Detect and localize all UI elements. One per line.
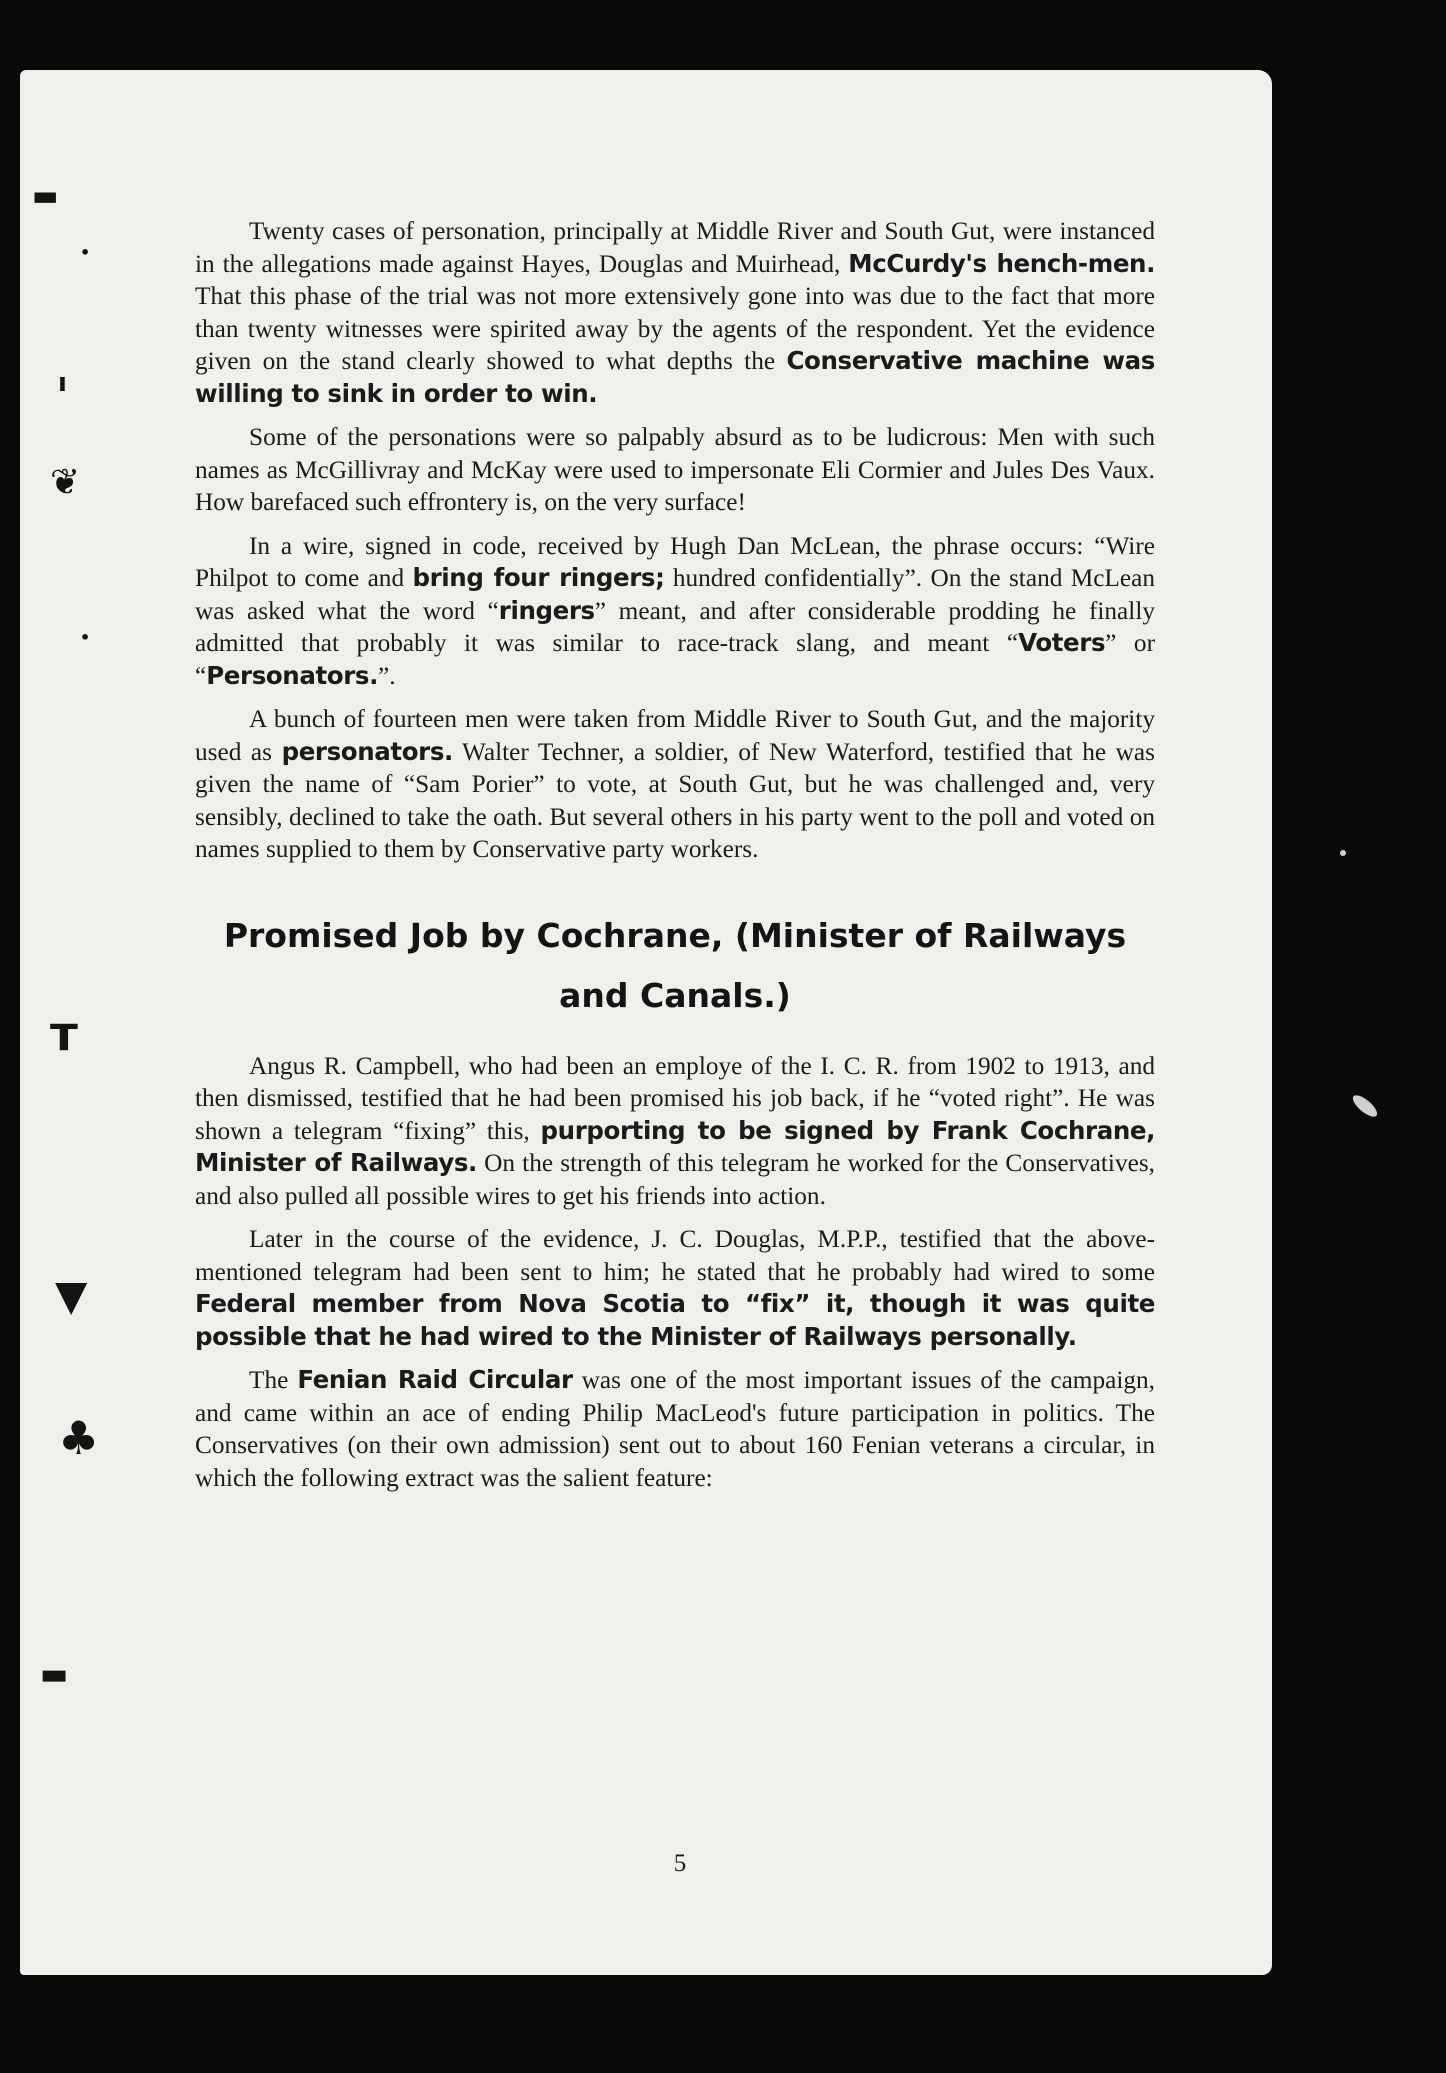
bold-text: personators.: [281, 736, 453, 766]
page-number: 5: [673, 1850, 687, 1877]
text-run: was one of the most important issues of the campaign, and came within an ace of ending Philip MacLeod's future participation in politics. The Conservatives (on their own admission) sent out to about 160 Fenian veterans a circular, in which the following extract was the salient feature:: [195, 1366, 1156, 1492]
bold-text: bring four ringers;: [412, 563, 665, 592]
text-run: A bunch of fourteen men were taken from Middle River to South Gut, and the majority used as: [195, 705, 1155, 766]
bold-text: Personators.: [206, 660, 378, 690]
text-run: ”.: [378, 661, 396, 690]
binding-mark: •: [80, 628, 91, 647]
bold-text: Conservative machine was willing to sink in order to win.: [195, 346, 1155, 408]
binding-mark: ▬: [40, 1657, 69, 1692]
text-run: ” or “: [195, 629, 1155, 690]
binding-mark: ❦: [50, 462, 81, 503]
paragraph: [195, 703, 1155, 866]
paragraph: [195, 1223, 1155, 1353]
bold-text: Voters: [1018, 628, 1106, 657]
binding-mark: •: [80, 243, 91, 262]
bold-text: ringers: [498, 595, 595, 625]
paragraph: [195, 1050, 1155, 1213]
text-run: Angus R. Campbell, who had been an employe of the I. C. R. from 1902 to 1913, and then dismissed, testified that he had been promised his job back, if he “voted right”. He was shown a telegram “fixing” this,: [195, 1051, 1155, 1145]
paragraph: [195, 1364, 1155, 1494]
document-body: [195, 215, 1155, 1505]
paragraph: [195, 421, 1155, 519]
text-run: hundred confidentially”. On the stand McLean was asked what the word “: [195, 564, 1155, 625]
text-run: In a wire, signed in code, received by Hugh Dan McLean, the phrase occurs: “Wire Philpot to come and: [195, 531, 1155, 592]
body-part-2: [195, 1050, 1155, 1495]
paragraph: [195, 530, 1155, 693]
text-run: That this phase of the trial was not more extensively gone into was due to the fact that more than twenty witnesses were spirited away by the agents of the respondent. Yet the evidence given on the stand clearly showed to what depths the: [195, 282, 1155, 375]
text-run: Walter Techner, a soldier, of New Waterford, testified that he was given the name of “Sam Porier” to vote, at South Gut, but he was challenged and, very sensibly, declined to take the oath. But several others in his party went to the poll and voted on names supplied to them by Conservative party workers.: [195, 737, 1156, 863]
section-heading-line-2: and Canals.): [559, 975, 791, 1015]
scan-artifact: [1340, 850, 1346, 856]
scan-artifact: [1350, 1092, 1381, 1120]
bold-text: Federal member from Nova Scotia to “fix” it, though it was quite possible that he had wired to the Minister of Railways personally.: [195, 1289, 1155, 1351]
binding-marks: [20, 70, 130, 1970]
section-heading: [195, 906, 1155, 1026]
binding-mark: ▬: [32, 179, 59, 212]
text-run: On the strength of this telegram he worked for the Conservatives, and also pulled all possible wires to get his friends into action.: [195, 1149, 1155, 1210]
body-part-1: [195, 215, 1155, 866]
binding-mark: ᴛ: [50, 1006, 78, 1062]
binding-mark: ı: [58, 368, 67, 398]
text-run: ” meant, and after considerable prodding he finally admitted that probably it was similar to race-track slang, and meant “: [195, 596, 1155, 657]
binding-mark: ▼: [55, 1271, 88, 1320]
text-run: Some of the personations were so palpably absurd as to be ludicrous: Men with such names as McGillivray and McKay were used to impersonate Eli Cormier and Jules Des Vaux. How barefaced such effrontery is, on the very surface!: [195, 423, 1155, 516]
text-run: The: [249, 1366, 298, 1394]
text-run: Later in the course of the evidence, J. C. Douglas, M.P.P., testified that the above-mentioned telegram had been sent to him; he stated that he probably had wired to some: [195, 1225, 1155, 1286]
binding-mark: ♣: [58, 1411, 100, 1465]
text-run: Twenty cases of personation, principally at Middle River and South Gut, were instanced in the allegations made against Hayes, Douglas and Muirhead,: [195, 217, 1155, 278]
bold-text: McCurdy's hench-men.: [848, 248, 1155, 278]
paragraph: [195, 215, 1155, 410]
bold-text: purporting to be signed by Frank Cochrane, Minister of Railways.: [195, 1115, 1155, 1177]
section-heading-line-1: Promised Job by Cochrane, (Minister of Railways: [223, 915, 1127, 955]
bold-text: Fenian Raid Circular: [297, 1365, 573, 1394]
page-sheet: [20, 70, 1272, 1975]
